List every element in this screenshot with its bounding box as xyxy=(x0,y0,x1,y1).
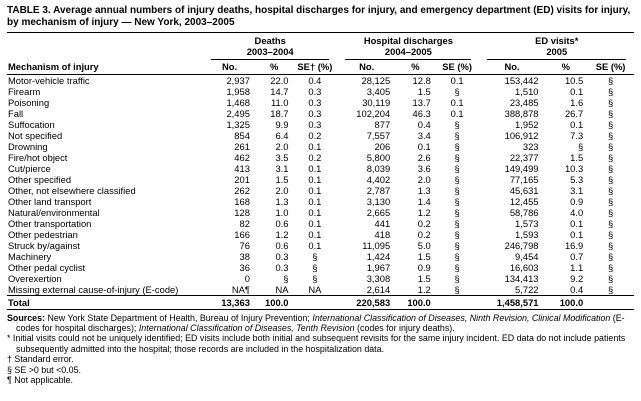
row-label: Missing external cause-of-injury (E-code) xyxy=(8,283,179,295)
row-label: Other specified xyxy=(8,173,72,185)
table-cell: 0.1 xyxy=(308,217,322,229)
table-cell: 0.2 xyxy=(308,129,322,141)
table-cell: 1.3 xyxy=(275,195,289,207)
row-label: Fall xyxy=(8,107,24,119)
footnote-marker: † xyxy=(7,354,12,365)
table-cell: 2,614 xyxy=(366,283,391,295)
table-cell: § xyxy=(607,217,614,229)
table-cell: 153,442 xyxy=(504,74,539,86)
row-label: Struck by/against xyxy=(8,239,80,251)
table-cell: § xyxy=(607,283,614,295)
table-cell: 16.9 xyxy=(564,239,584,251)
table-cell: 18.7 xyxy=(270,107,289,119)
table-cell: 462 xyxy=(234,151,250,163)
table-cell: § xyxy=(454,250,460,262)
row-label: Motor-vehicle traffic xyxy=(8,74,90,86)
injury-table xyxy=(7,32,634,310)
table-row xyxy=(7,119,634,130)
total-row xyxy=(7,295,634,309)
table-cell: 0.1 xyxy=(308,195,322,207)
table-cell: 5.0 xyxy=(417,239,431,251)
table-cell: 1.5 xyxy=(570,151,584,163)
table-cell: 166 xyxy=(234,228,250,240)
subheader-row xyxy=(7,60,634,74)
footnote xyxy=(7,375,634,385)
table-cell: 0.1 xyxy=(417,140,431,152)
table-cell: 10.3 xyxy=(564,162,584,174)
table-row xyxy=(7,141,634,152)
footnote-text: Standard error. xyxy=(11,354,74,365)
table-cell: 0.1 xyxy=(450,96,464,108)
table-cell: § xyxy=(607,184,614,196)
col-header-pct: % xyxy=(396,60,435,74)
table-cell: 323 xyxy=(522,140,539,152)
table-cell: 0.1 xyxy=(308,228,322,240)
table-cell: 201 xyxy=(234,173,250,185)
row-label: Drowning xyxy=(8,140,48,152)
table-cell: 128 xyxy=(234,206,250,218)
group-header-deaths xyxy=(203,33,337,61)
table-row xyxy=(7,284,634,296)
table-cell: § xyxy=(607,173,614,185)
table-cell: 0.2 xyxy=(417,217,431,229)
table-cell: § xyxy=(454,239,460,251)
group-label: Hospital discharges xyxy=(363,35,453,46)
table-cell: 7,557 xyxy=(366,129,391,141)
table-cell: 3,405 xyxy=(366,85,391,97)
total-cell xyxy=(293,295,338,309)
group-period: 2004–2005 xyxy=(384,45,432,57)
footnote-marker: § xyxy=(7,364,12,375)
table-cell: 1,593 xyxy=(515,228,539,240)
table-cell: 0.6 xyxy=(275,217,289,229)
table-cell: 4.0 xyxy=(570,206,584,218)
table-cell: 1,958 xyxy=(226,85,250,97)
table-cell: 2.0 xyxy=(275,140,289,152)
row-label: Not specified xyxy=(8,129,63,141)
table-cell: § xyxy=(607,85,614,97)
table-cell: § xyxy=(454,85,460,97)
table-row xyxy=(7,74,634,86)
table-cell: § xyxy=(607,261,614,273)
total-cell xyxy=(587,295,634,309)
table-cell: 2,665 xyxy=(366,206,391,218)
row-label: Poisoning xyxy=(8,96,50,108)
table-cell: 77,165 xyxy=(509,173,539,185)
table-cell: 2,495 xyxy=(226,107,250,119)
table-cell: 76 xyxy=(239,239,250,251)
table-cell: 0.1 xyxy=(570,217,584,229)
table-cell: § xyxy=(312,261,318,273)
table-cell: 3.5 xyxy=(275,151,289,163)
table-cell: § xyxy=(607,118,614,130)
table-cell: § xyxy=(312,272,318,284)
table-cell: § xyxy=(607,129,614,141)
table-cell: 1.1 xyxy=(570,261,584,273)
table-cell: 0.9 xyxy=(570,195,584,207)
table-cell: NA xyxy=(275,283,289,295)
group-header-inner xyxy=(487,35,626,60)
footnote-marker: ¶ xyxy=(7,374,12,385)
table-cell: 9.2 xyxy=(570,272,584,284)
row-label: Other, not elsewhere classified xyxy=(8,184,136,196)
row-label: Other transportation xyxy=(8,217,92,229)
total-cell: 220,583 xyxy=(337,295,396,309)
mechanism-column-header: Mechanism of injury xyxy=(7,60,203,74)
table-cell: 1.2 xyxy=(275,228,289,240)
table-cell: 0.2 xyxy=(417,228,431,240)
table-row xyxy=(7,152,634,163)
table-cell: 10.5 xyxy=(564,74,584,86)
table-title: TABLE 3. Average annual numbers of injury deaths, hospital discharges for injury, and emergency department (ED) visits for injury, by mechanism of injury — New York, 2003–2005 xyxy=(7,5,631,28)
table-cell: 9,454 xyxy=(515,250,539,262)
table-cell: § xyxy=(454,151,460,163)
table-cell: 854 xyxy=(234,129,250,141)
table-cell: § xyxy=(454,206,460,218)
table-cell: 413 xyxy=(234,162,250,174)
table-cell: § xyxy=(607,96,614,108)
table-cell: 102,204 xyxy=(356,107,391,119)
table-row xyxy=(7,196,634,207)
table-cell: 1.0 xyxy=(275,206,289,218)
table-cell: 8,039 xyxy=(366,162,391,174)
row-label: Other pedestrian xyxy=(8,228,78,240)
group-header-inner xyxy=(211,35,329,60)
table-cell: 0.1 xyxy=(570,118,584,130)
table-cell: 3,308 xyxy=(366,272,391,284)
table-cell: 6.4 xyxy=(275,129,289,141)
table-cell: 0.3 xyxy=(308,107,322,119)
table-cell: 0.1 xyxy=(570,228,584,240)
table-cell: 13.7 xyxy=(412,96,431,108)
table-cell: 0.1 xyxy=(308,239,322,251)
table-cell: § xyxy=(454,118,460,130)
table-cell: 1.5 xyxy=(417,250,431,262)
table-cell: § xyxy=(607,250,614,262)
row-label: Other land transport xyxy=(8,195,92,207)
table-cell: 1.5 xyxy=(417,85,431,97)
table-cell: 0.7 xyxy=(570,250,584,262)
table-cell: § xyxy=(607,206,614,218)
row-label: Fire/hot object xyxy=(8,151,68,163)
table-cell: 2,787 xyxy=(366,184,391,196)
col-header-se: SE (%) xyxy=(587,60,634,74)
table-row xyxy=(7,130,634,141)
table-row xyxy=(7,262,634,273)
col-header-no: No. xyxy=(203,60,256,74)
table-row xyxy=(7,86,634,97)
table-cell: 3,130 xyxy=(366,195,391,207)
table-cell: 168 xyxy=(234,195,250,207)
table-cell: 0.6 xyxy=(275,239,289,251)
table-cell: 262 xyxy=(234,184,250,196)
table-cell: § xyxy=(607,195,614,207)
col-header-no: No. xyxy=(337,60,396,74)
footnote xyxy=(7,313,634,334)
group-label: ED visits* xyxy=(535,35,579,46)
table-cell: 58,786 xyxy=(509,206,539,218)
table-cell: 11,095 xyxy=(362,239,391,251)
col-header-pct: % xyxy=(545,60,588,74)
table-cell: § xyxy=(454,162,460,174)
table-cell: 12.8 xyxy=(412,74,431,86)
table-cell: 14.7 xyxy=(270,85,289,97)
total-cell: 100.0 xyxy=(396,295,435,309)
table-cell: 82 xyxy=(239,217,250,229)
footnote-text: International Classification of Diseases, Tenth Revision xyxy=(138,322,355,333)
table-cell: 1.6 xyxy=(570,96,584,108)
col-header-se: SE (%) xyxy=(435,60,480,74)
total-label: Total xyxy=(7,295,203,309)
table-cell: 7.3 xyxy=(570,129,584,141)
table-row xyxy=(7,174,634,185)
table-cell: 30,119 xyxy=(362,96,391,108)
table-cell: 1,468 xyxy=(226,96,250,108)
table-cell: 3.6 xyxy=(417,162,431,174)
group-label: Deaths xyxy=(254,35,286,46)
table-cell: § xyxy=(607,272,614,284)
table-cell: § xyxy=(454,184,460,196)
table-cell: 149,499 xyxy=(504,162,539,174)
table-cell: 206 xyxy=(374,140,391,152)
table-cell: 1,424 xyxy=(366,250,391,262)
table-cell: 4,402 xyxy=(366,173,391,185)
table-cell: 1,510 xyxy=(515,85,539,97)
row-label: Suffocation xyxy=(8,118,55,130)
table-cell: 3.1 xyxy=(570,184,584,196)
table-row xyxy=(7,229,634,240)
table-cell: 3.4 xyxy=(417,129,431,141)
table-cell: 1,573 xyxy=(515,217,539,229)
row-label: Cut/pierce xyxy=(8,162,51,174)
table-cell: § xyxy=(454,228,460,240)
table-cell: 0.1 xyxy=(450,107,464,119)
table-cell: 38 xyxy=(239,250,250,262)
table-cell: 1.4 xyxy=(417,195,431,207)
footnote-marker: Sources: xyxy=(7,312,45,323)
table-cell: 0.4 xyxy=(308,74,322,86)
table-row xyxy=(7,97,634,108)
table-cell: 441 xyxy=(374,217,391,229)
table-row xyxy=(7,185,634,196)
table-cell: 0.1 xyxy=(308,173,322,185)
table-cell: 1,967 xyxy=(366,261,391,273)
table-cell: 0.3 xyxy=(308,85,322,97)
total-cell: 100.0 xyxy=(256,295,293,309)
table-cell: § xyxy=(454,283,460,295)
table-cell: 23,485 xyxy=(509,96,539,108)
row-label: Firearm xyxy=(8,85,41,97)
table-cell: 0 xyxy=(244,272,250,284)
table-cell: 1.3 xyxy=(417,184,431,196)
table-cell: 0.3 xyxy=(308,118,322,130)
footnote-text: (E-codes for hospital discharges); xyxy=(16,312,625,333)
table-cell: 11.0 xyxy=(270,96,289,108)
table-cell: § xyxy=(607,140,614,152)
total-cell: 1,458,571 xyxy=(479,295,544,309)
table-cell: 0.1 xyxy=(570,85,584,97)
group-header-row xyxy=(7,33,634,61)
table-cell: 1,325 xyxy=(226,118,250,130)
table-cell: § xyxy=(454,272,460,284)
table-row xyxy=(7,273,634,284)
table-cell: 877 xyxy=(374,118,391,130)
table-cell: 45,631 xyxy=(509,184,539,196)
table-cell: 22,377 xyxy=(509,151,539,163)
table-cell: 2.0 xyxy=(275,184,289,196)
table-cell: 1.5 xyxy=(275,173,289,185)
table-cell: NA xyxy=(308,283,322,295)
table-cell: 0.9 xyxy=(417,261,431,273)
table-cell: 0.3 xyxy=(308,96,322,108)
footnote-text: SE >0 but <0.05. xyxy=(11,364,82,375)
table-cell: § xyxy=(454,129,460,141)
footnote-text: International Classification of Diseases, Ninth Revision, Clinical Modification xyxy=(312,312,611,323)
table-cell: 0.2 xyxy=(308,151,322,163)
table-cell: 0.3 xyxy=(275,261,289,273)
table-cell: § xyxy=(577,140,584,152)
table-cell: 3.1 xyxy=(275,162,289,174)
table-cell: 0.1 xyxy=(308,162,322,174)
table-cell: 36 xyxy=(239,261,250,273)
table-cell: § xyxy=(283,272,289,284)
row-label: Machinery xyxy=(8,250,52,262)
table-row xyxy=(7,251,634,262)
table-cell: § xyxy=(454,195,460,207)
table-cell: 134,413 xyxy=(504,272,539,284)
footnote-text: Not applicable. xyxy=(11,374,73,385)
group-header-ed-visits xyxy=(479,33,634,61)
group-header-hospital-discharges xyxy=(337,33,479,61)
footnote-text: New York State Department of Health, Bureau of Injury Prevention; xyxy=(44,312,313,323)
footnote-text: (codes for injury deaths). xyxy=(354,322,455,333)
table-cell: 388,878 xyxy=(504,107,539,119)
table-cell: 106,912 xyxy=(504,129,539,141)
col-header-se: SE† (%) xyxy=(293,60,338,74)
col-header-no: No. xyxy=(479,60,544,74)
group-header-inner xyxy=(345,35,471,60)
table-cell: § xyxy=(607,74,614,86)
footnote xyxy=(7,354,634,364)
table-cell: 1,952 xyxy=(515,118,539,130)
footnotes xyxy=(7,313,634,386)
footnote-marker: * xyxy=(7,333,11,344)
table-cell: NA¶ xyxy=(231,283,250,295)
table-cell: § xyxy=(607,151,614,163)
row-label: Other pedal cyclist xyxy=(8,261,86,273)
table-cell: 46.3 xyxy=(412,107,431,119)
footnote xyxy=(7,365,634,375)
row-label: Overexertion xyxy=(8,272,62,284)
total-cell: 100.0 xyxy=(545,295,588,309)
table-cell: § xyxy=(607,107,614,119)
table-cell: 2.0 xyxy=(417,173,431,185)
table-cell: 0.3 xyxy=(275,250,289,262)
table-cell: § xyxy=(454,140,460,152)
table-cell: § xyxy=(607,228,614,240)
table-cell: 0.1 xyxy=(308,206,322,218)
total-cell xyxy=(435,295,480,309)
table-cell: 28,125 xyxy=(361,74,391,86)
table-cell: 26.7 xyxy=(564,107,584,119)
table-cell: 5.3 xyxy=(570,173,584,185)
group-period: 2003–2004 xyxy=(246,45,294,57)
table-row xyxy=(7,240,634,251)
row-label: Natural/environmental xyxy=(8,206,100,218)
table-row xyxy=(7,108,634,119)
table-cell: 1.2 xyxy=(417,206,431,218)
table-cell: 0.1 xyxy=(308,140,322,152)
group-header-spacer xyxy=(7,33,203,61)
table-body xyxy=(7,74,634,295)
table-cell: 2,937 xyxy=(226,74,250,86)
table-cell: 261 xyxy=(234,140,250,152)
table-row xyxy=(7,163,634,174)
table-cell: 5,722 xyxy=(515,283,539,295)
group-period: 2005 xyxy=(546,45,568,57)
table-cell: § xyxy=(607,239,614,251)
table-cell: 2.6 xyxy=(417,151,431,163)
table-cell: 12,455 xyxy=(509,195,539,207)
table-cell: § xyxy=(312,250,318,262)
table-cell: 0.4 xyxy=(417,118,431,130)
table-cell: 0.1 xyxy=(308,184,322,196)
total-cell: 13,363 xyxy=(203,295,256,309)
table-cell: 1.2 xyxy=(417,283,431,295)
table-row xyxy=(7,218,634,229)
table-cell: 9.9 xyxy=(275,118,289,130)
table-cell: 16,603 xyxy=(509,261,539,273)
table-cell: 0.1 xyxy=(450,74,464,86)
footnote xyxy=(7,333,634,354)
table-cell: § xyxy=(454,217,460,229)
table-cell: 0.4 xyxy=(570,283,584,295)
table-row xyxy=(7,207,634,218)
table-cell: 246,798 xyxy=(504,239,539,251)
table-cell: § xyxy=(454,261,460,273)
table-cell: 22.0 xyxy=(270,74,289,86)
table-cell: 5,800 xyxy=(366,151,391,163)
table-cell: 1.5 xyxy=(417,272,431,284)
footnote-text: Initial visits could not be uniquely identified; ED visits include both initial and subsequent revisits for the same injury incident. ED data do not include patients subsequently admitted into the hospital; those records are included in the hospitalization data. xyxy=(10,333,626,354)
table-cell: § xyxy=(607,162,614,174)
table-cell: § xyxy=(454,173,460,185)
col-header-pct: % xyxy=(256,60,293,74)
table-cell: 418 xyxy=(374,228,391,240)
